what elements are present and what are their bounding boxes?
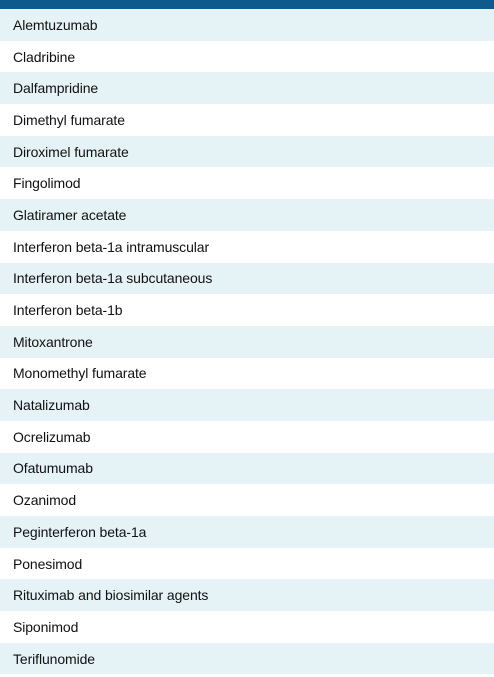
- drug-name: Dalfampridine: [13, 80, 99, 97]
- table-row: [0, 136, 494, 168]
- table-row: [0, 326, 494, 358]
- drug-name: Rituximab and biosimilar agents: [13, 587, 209, 604]
- drug-name: Ponesimod: [13, 555, 83, 572]
- drug-name: Diroximel fumarate: [13, 143, 129, 160]
- table-row: [0, 72, 494, 104]
- drug-name: Fingolimod: [13, 175, 81, 192]
- table-row: [0, 231, 494, 263]
- table-row: [0, 389, 494, 421]
- table-row: [0, 199, 494, 231]
- table-row: [0, 421, 494, 453]
- drug-name: Glatiramer acetate: [13, 206, 127, 223]
- table-row: [0, 484, 494, 516]
- table-row: [0, 263, 494, 295]
- table-header-bar: [0, 0, 494, 9]
- table-row: [0, 643, 494, 675]
- drug-name: Mitoxantrone: [13, 333, 93, 350]
- drug-name: Interferon beta-1b: [13, 302, 123, 319]
- drug-name: Alemtuzumab: [13, 16, 98, 33]
- drug-name: Siponimod: [13, 618, 79, 635]
- table-row: [0, 579, 494, 611]
- table-row: [0, 516, 494, 548]
- drug-list: [0, 9, 494, 674]
- drug-name: Interferon beta-1a subcutaneous: [13, 270, 213, 287]
- table-row: [0, 104, 494, 136]
- drug-name: Ocrelizumab: [13, 428, 91, 445]
- drug-name: Cladribine: [13, 48, 76, 65]
- drug-name: Peginterferon beta-1a: [13, 523, 147, 540]
- table-row: [0, 167, 494, 199]
- table-row: [0, 9, 494, 41]
- drug-name: Dimethyl fumarate: [13, 111, 125, 128]
- table-row: [0, 548, 494, 580]
- drug-name: Interferon beta-1a intramuscular: [13, 238, 210, 255]
- table-row: [0, 41, 494, 73]
- table-row: [0, 294, 494, 326]
- table-row: [0, 611, 494, 643]
- drug-name: Ozanimod: [13, 492, 77, 509]
- drug-name: Natalizumab: [13, 397, 90, 414]
- drug-name: Teriflunomide: [13, 650, 95, 667]
- table-row: [0, 453, 494, 485]
- drug-name: Monomethyl fumarate: [13, 365, 147, 382]
- drug-name: Ofatumumab: [13, 460, 93, 477]
- table-row: [0, 358, 494, 390]
